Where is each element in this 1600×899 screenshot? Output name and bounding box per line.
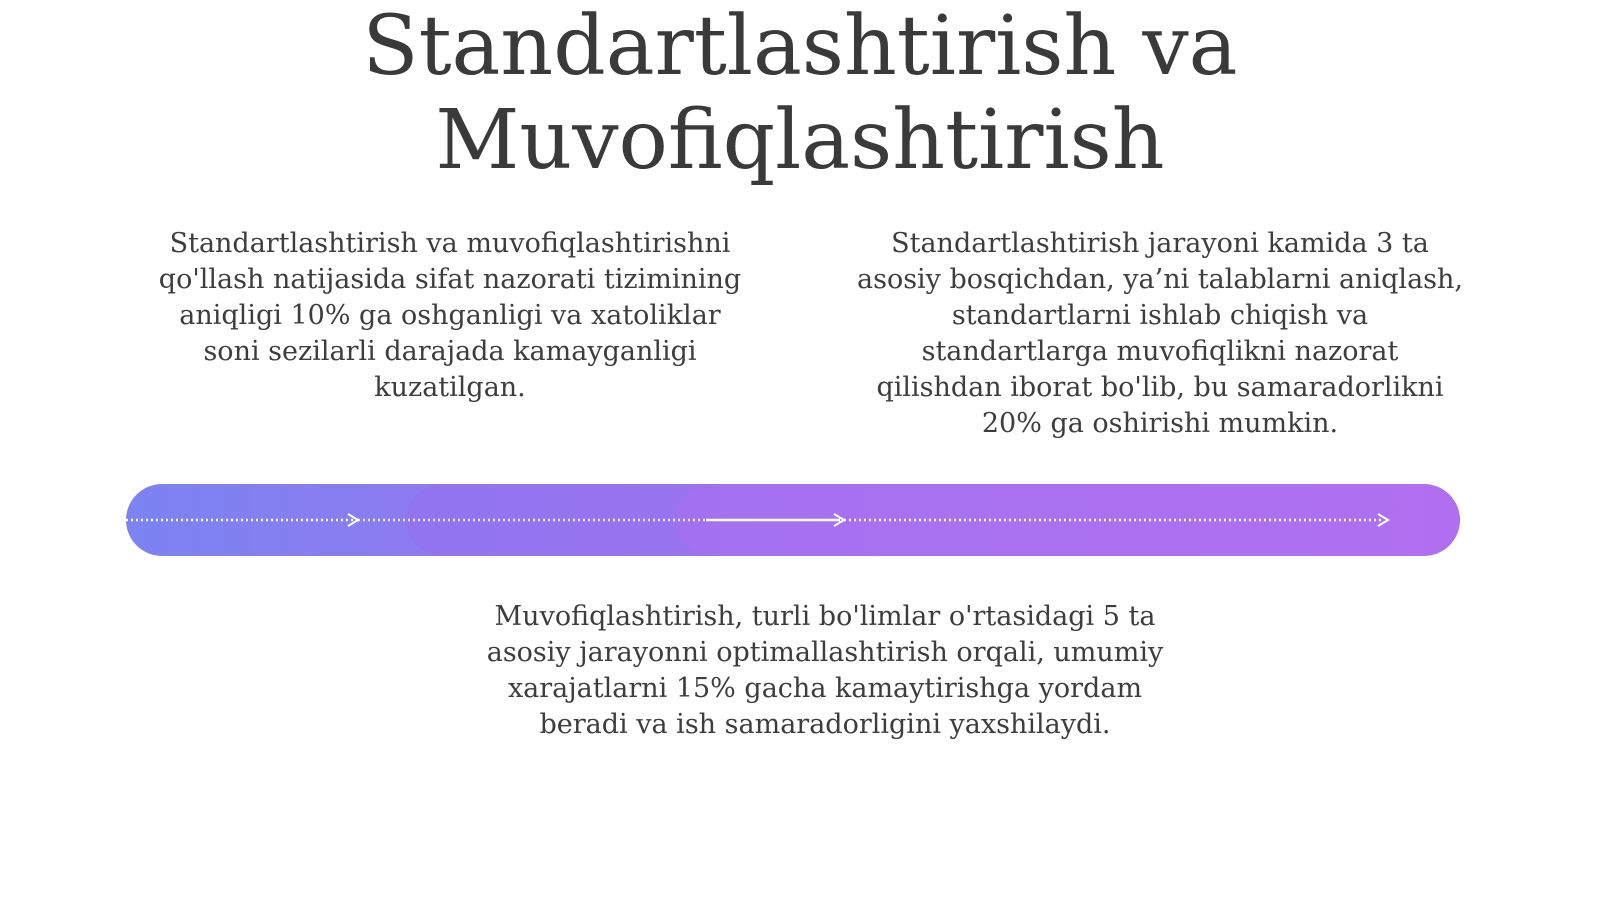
text-block-right: Standartlashtirish jarayoni kamida 3 ta asosiy bosqichdan, ya’ni talablarni aniqlash, standartlarni ishlab chiqish va standartlarga muvofiqlikni nazorat qilishdan iborat bo'lib, bu samaradorlikni 20% ga oshirishi mumkin. <box>856 228 1463 439</box>
page-title <box>0 0 1600 188</box>
timeline-arrows <box>126 484 1460 556</box>
timeline-bar <box>126 484 1460 556</box>
text-block-left: Standartlashtirish va muvofiqlashtirishni qo'llash natijasida sifat nazorati tizimining aniqligi 10% ga oshganligi va xatoliklar soni sezilarli darajada kamayganligi kuzatilgan. <box>158 228 742 403</box>
page-title-line-1: Standartlashtirish va <box>362 0 1238 94</box>
text-block-bottom: Muvofiqlashtirish, turli bo'limlar o'rtasidagi 5 ta asosiy jarayonni optimallashtirish orqali, umumiy xarajatlarni 15% gacha kamaytirishga yordam beradi va ish samaradorligini yaxshilaydi. <box>486 601 1164 740</box>
page-title-line-2: Muvofiqlashtirish <box>435 93 1165 188</box>
